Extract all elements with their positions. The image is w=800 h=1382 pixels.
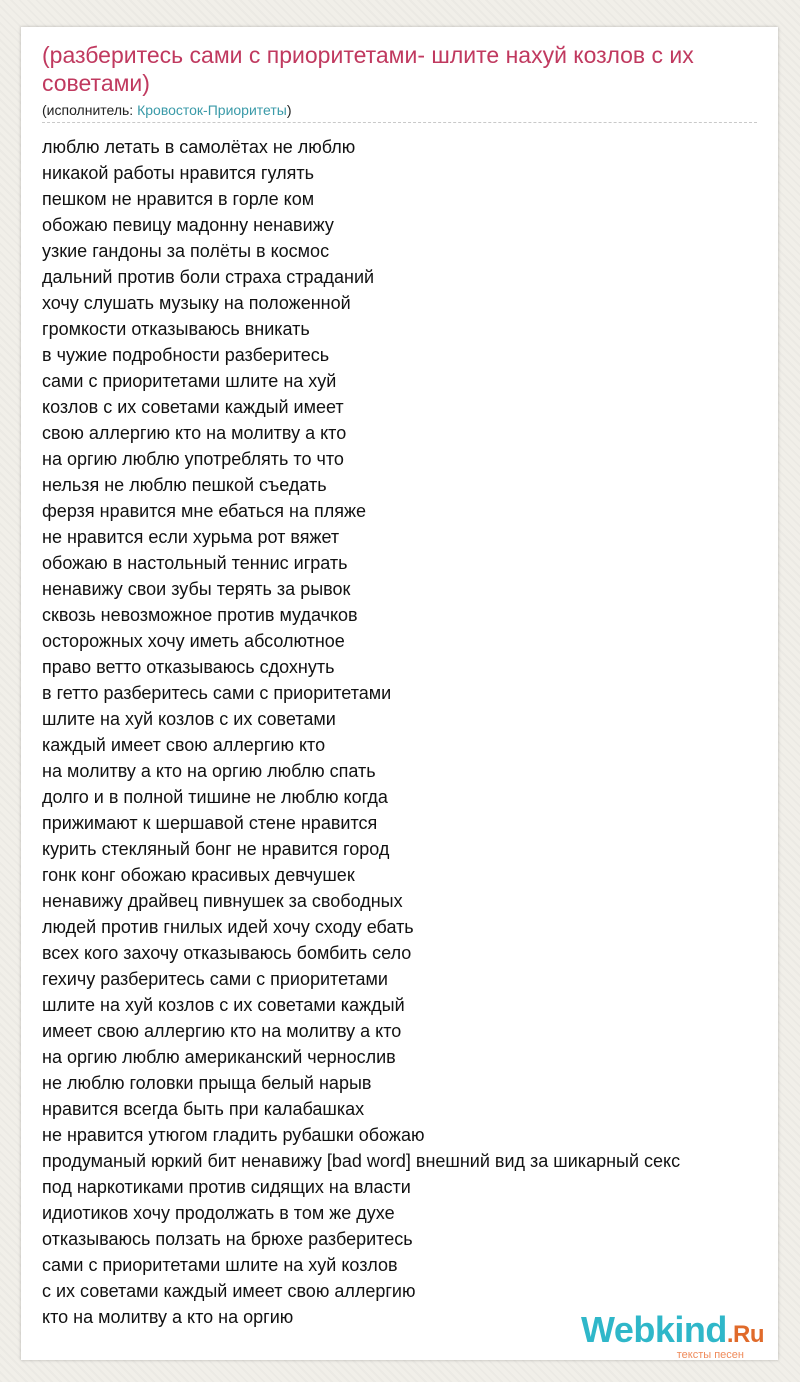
logo-tagline: тексты песен — [676, 1349, 744, 1361]
lyric-line: в чужие подробности разберитесь — [42, 345, 330, 365]
lyric-line: курить стекляный бонг не нравится город — [42, 839, 390, 859]
logo-main-text: Webkind — [580, 1309, 727, 1350]
lyric-line: ферзя нравится мне ебаться на пляже — [42, 501, 367, 521]
lyric-line: право ветто отказываюсь сдохнуть — [42, 657, 335, 677]
logo-suffix: .Ru — [726, 1321, 764, 1348]
lyric-line: свою аллергию кто на молитву а кто — [42, 423, 347, 443]
lyric-line: козлов с их советами каждый имеет — [42, 397, 344, 417]
song-title: (разберитесь сами с приоритетами- шлите нахуй козлов с их советами) — [42, 42, 694, 96]
lyric-line: сами с приоритетами шлите на хуй козлов — [42, 1255, 398, 1275]
lyric-line: шлите на хуй козлов с их советами каждый — [42, 995, 405, 1015]
artist-suffix: ) — [286, 102, 292, 118]
lyric-line: обожаю певицу мадонну ненавижу — [42, 215, 334, 235]
lyric-line: на оргию люблю американский чернослив — [42, 1047, 396, 1067]
lyric-line: ненавижу драйвец пивнушек за свободных — [42, 891, 403, 911]
artist-prefix: (исполнитель: — [42, 102, 138, 118]
webkind-logo[interactable] — [581, 1310, 764, 1361]
lyric-line: продуманый юркий бит ненавижу [bad word] внешний вид за шикарный секс — [42, 1151, 681, 1171]
artist-line — [42, 101, 292, 119]
title-divider — [42, 122, 757, 123]
lyric-line: сквозь невозможное против мудачков — [42, 605, 358, 625]
lyric-line: не нравится если хурьма рот вяжет — [42, 527, 340, 547]
lyric-line: шлите на хуй козлов с их советами — [42, 709, 336, 729]
lyric-line: на оргию люблю употреблять то что — [42, 449, 344, 469]
lyric-line: обожаю в настольный теннис играть — [42, 553, 348, 573]
lyric-line: сами с приоритетами шлите на хуй — [42, 371, 337, 391]
lyric-line: громкости отказываюсь вникать — [42, 319, 310, 339]
lyric-line: на молитву а кто на оргию люблю спать — [42, 761, 376, 781]
lyric-line: людей против гнилых идей хочу сходу ебать — [42, 917, 414, 937]
lyric-line: ненавижу свои зубы терять за рывок — [42, 579, 351, 599]
lyric-line: не нравится утюгом гладить рубашки обожаю — [42, 1125, 425, 1145]
lyric-line: нельзя не люблю пешкой съедать — [42, 475, 327, 495]
lyric-line: каждый имеет свою аллергию кто — [42, 735, 326, 755]
lyric-line: имеет свою аллергию кто на молитву а кто — [42, 1021, 402, 1041]
lyric-line: всех кого захочу отказываюсь бомбить село — [42, 943, 412, 963]
lyric-line: с их советами каждый имеет свою аллергию — [42, 1281, 416, 1301]
lyric-line: никакой работы нравится гулять — [42, 163, 314, 183]
lyric-line: в гетто разберитесь сами с приоритетами — [42, 683, 392, 703]
lyric-line: осторожных хочу иметь абсолютное — [42, 631, 345, 651]
lyric-line: пешком не нравится в горле ком — [42, 189, 315, 209]
lyric-line: не люблю головки прыща белый нарыв — [42, 1073, 372, 1093]
lyrics-text — [42, 134, 772, 1330]
lyric-line: узкие гандоны за полёты в космос — [42, 241, 330, 261]
lyric-line: нравится всегда быть при калабашках — [42, 1099, 365, 1119]
lyric-line: гонк конг обожаю красивых девчушек — [42, 865, 355, 885]
lyric-line: хочу слушать музыку на положенной — [42, 293, 351, 313]
lyric-line: долго и в полной тишине не люблю когда — [42, 787, 388, 807]
lyrics-card — [21, 27, 778, 1360]
lyric-line: идиотиков хочу продолжать в том же духе — [42, 1203, 395, 1223]
lyric-line: люблю летать в самолётах не люблю — [42, 137, 356, 157]
lyric-line: отказываюсь ползать на брюхе разберитесь — [42, 1229, 413, 1249]
lyric-line: дальний против боли страха страданий — [42, 267, 375, 287]
lyric-line: под наркотиками против сидящих на власти — [42, 1177, 411, 1197]
lyric-line: прижимают к шершавой стене нравится — [42, 813, 378, 833]
artist-link[interactable]: Кровосток-Приоритеты — [137, 102, 287, 118]
lyric-line: гехичу разберитесь сами с приоритетами — [42, 969, 388, 989]
lyric-line: кто на молитву а кто на оргию — [42, 1307, 294, 1327]
